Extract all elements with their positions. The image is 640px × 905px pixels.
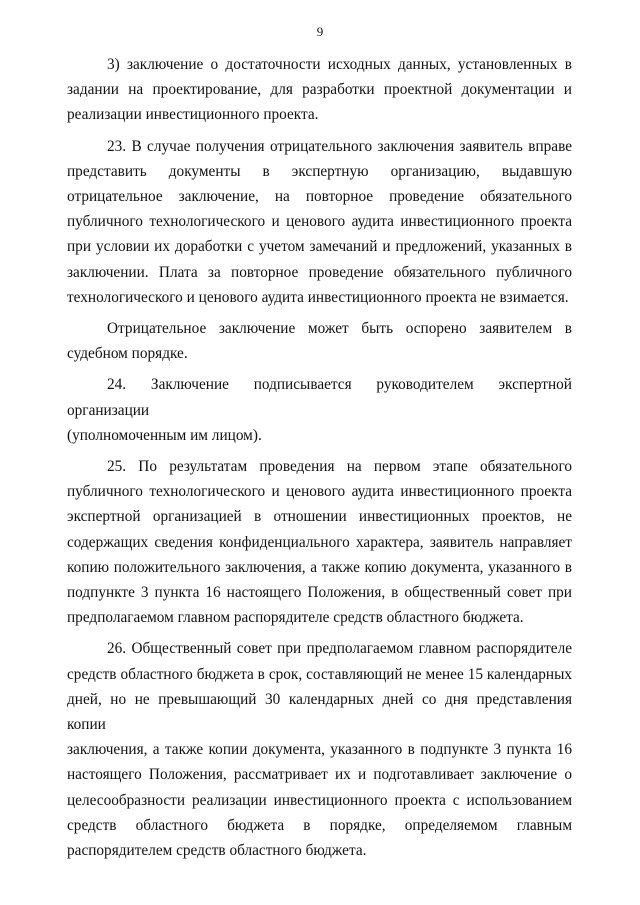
text-line: средств областного бюджета в порядке, определяемом главным [67,816,572,834]
text-line: технологического и ценового аудита инвестиционного проекта не взимается. [67,288,569,306]
text-line: настоящего Положения, рассматривает их и подготавливает заключение о [67,766,572,784]
text-line: публичного технологического и ценового аудита инвестиционного проекта [67,213,572,231]
text-line: заключении. Плата за повторное проведение обязательного публичного [67,263,572,281]
text-line: (уполномоченным им лицом). [67,426,262,444]
paragraph [67,372,572,448]
text-line: содержащих сведения конфиденциального характера, заявитель направляет [67,533,572,551]
text-line: 23. В случае получения отрицательного заключения заявитель вправе [107,137,572,155]
text-line: копию положительного заключения, а также копию документа, указанного в [67,558,572,576]
text-line: дней, но не превышающий 30 календарных дней со дня представления копии [67,690,572,734]
text-line: при условии их доработки с учетом замечаний и предложений, указанных в [67,238,572,256]
text-line: 3) заключение о достаточности исходных данных, установленных в [107,56,572,73]
text-line: судебном порядке. [67,345,188,363]
page-number: 9 [316,24,324,39]
text-line: задании на проектирование, для разработки проектной документации и [67,81,572,99]
text-line: средств областного бюджета в срок, составляющий не менее 15 календарных [67,665,572,683]
paragraph [67,316,572,366]
text-line: экспертной организацией в отношении инвестиционных проектов, не [67,508,572,526]
paragraph [67,134,572,310]
text-line: реализации инвестиционного проекта. [67,106,319,124]
document-body [67,52,572,869]
text-line: предполагаемом главном распорядителе средств областного бюджета. [67,609,524,627]
paragraph [67,454,572,630]
paragraph [67,636,572,863]
text-line: отрицательное заключение, на повторное проведение обязательного [67,188,572,206]
text-line: Отрицательное заключение может быть оспорено заявителем в [107,320,572,338]
text-line: целесообразности реализации инвестиционного проекта с использованием [67,791,572,809]
text-line: 25. По результатам проведения на первом этапе обязательного [107,458,572,476]
text-line: подпункте 3 пункта 16 настоящего Положения, в общественный совет при [67,584,572,602]
text-line: 26. Общественный совет при предполагаемом главном распорядителе [107,640,572,658]
text-line: 24. Заключение подписывается руководителем экспертной организации [67,376,572,419]
text-line: заключения, а также копии документа, указанного в подпункте 3 пункта 16 [67,741,572,759]
text-line: представить документы в экспертную организацию, выдавшую [67,162,572,180]
text-line: публичного технологического и ценового аудита инвестиционного проекта [67,483,572,501]
text-line: распорядителем средств областного бюджета. [67,842,367,860]
paragraph [67,52,572,128]
